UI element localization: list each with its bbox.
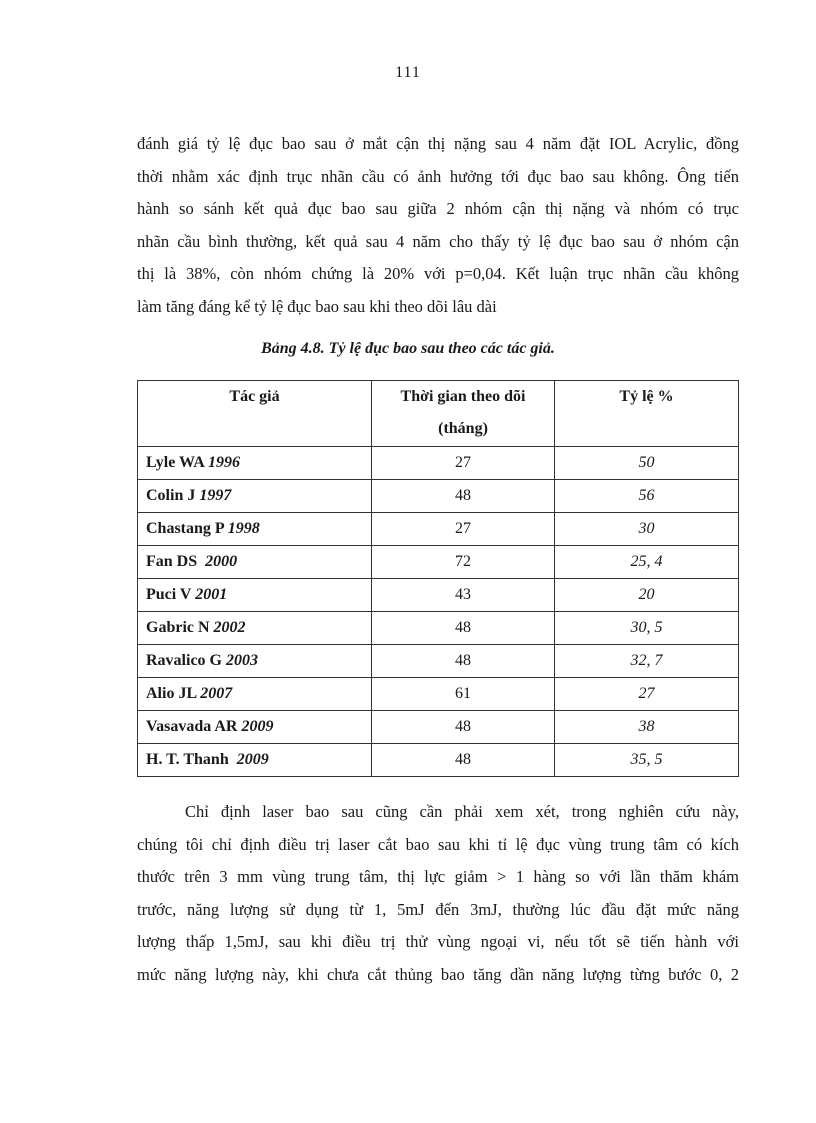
cell-months: 27	[372, 513, 555, 546]
cell-rate: 38	[555, 711, 739, 744]
table-row	[138, 480, 739, 513]
header-follow-up-line2: (tháng)	[438, 420, 488, 437]
cell-author	[138, 513, 372, 546]
cell-rate: 30, 5	[555, 612, 739, 645]
author-name: Puci V	[146, 586, 196, 603]
author-year: 2000	[205, 553, 238, 570]
author-year: 2009	[236, 751, 269, 768]
cell-months: 48	[372, 711, 555, 744]
author-year: 1996	[207, 454, 240, 471]
author-name: Alio JL	[146, 685, 201, 702]
cell-months: 48	[372, 744, 555, 777]
author-year: 1997	[199, 487, 232, 504]
header-follow-up-time	[372, 381, 555, 447]
author-year: 2003	[226, 652, 258, 669]
author-name: Gabric N	[146, 619, 214, 636]
paragraph-intro	[137, 128, 739, 323]
page-number: 111	[395, 64, 421, 81]
cell-author	[138, 480, 372, 513]
text-line: mức năng lượng này, khi chưa cắt thủng bao tăng dần năng lượng từng bước 0, 2	[137, 964, 739, 984]
text-line: trước, năng lượng sử dụng từ 1, 5mJ đến 3mJ, thường lúc đầu đặt mức năng	[137, 899, 739, 919]
table-row	[138, 645, 739, 678]
text-line: thị là 38%, còn nhóm chứng là 20% với p=0,04. Kết luận trục nhãn cầu không	[137, 264, 739, 283]
author-year: 2002	[213, 619, 246, 636]
text-line: hành so sánh kết quả đục bao sau giữa 2 nhóm cận thị nặng và nhóm có trục	[137, 199, 739, 218]
text-line: đánh giá tỷ lệ đục bao sau ở mắt cận thị nặng sau 4 năm đặt IOL Acrylic, đồng	[137, 134, 739, 153]
cell-rate: 27	[555, 678, 739, 711]
text-line: lượng thấp 1,5mJ, sau khi điều trị thử vùng ngoại vi, nếu tốt sẽ tiến hành với	[137, 932, 739, 951]
author-year: 2009	[241, 718, 274, 735]
cell-rate: 30	[555, 513, 739, 546]
cell-author	[138, 678, 372, 711]
cell-author	[138, 447, 372, 480]
cell-rate: 50	[555, 447, 739, 480]
table-caption: Bảng 4.8. Tỷ lệ đục bao sau theo các tác giả.	[261, 340, 555, 357]
cell-rate: 35, 5	[555, 744, 739, 777]
table-row	[138, 579, 739, 612]
cell-rate: 25, 4	[555, 546, 739, 579]
text-line: thước trên 3 mm vùng trung tâm, thị lực giảm > 1 hàng so với lần thăm khám	[137, 867, 739, 886]
author-year: 2007	[200, 685, 233, 702]
author-name: Ravalico G	[146, 652, 226, 669]
paragraph-laser-indication	[137, 796, 739, 991]
author-name: Fan DS	[146, 553, 206, 570]
cell-months: 48	[372, 645, 555, 678]
cell-months: 43	[372, 579, 555, 612]
cell-author	[138, 612, 372, 645]
header-follow-up-line1: Thời gian theo dõi	[400, 388, 526, 405]
author-name: Vasavada AR	[146, 718, 242, 735]
author-name: Colin J	[146, 487, 200, 504]
author-name: H. T. Thanh	[146, 751, 237, 768]
cell-months: 27	[372, 447, 555, 480]
text-line: chúng tôi chỉ định điều trị laser cắt bao sau khi tỉ lệ đục vùng trung tâm có kích	[137, 834, 739, 854]
cell-author	[138, 711, 372, 744]
cell-rate: 56	[555, 480, 739, 513]
cell-months: 48	[372, 612, 555, 645]
table-header-row	[138, 381, 739, 447]
text-line: Chỉ định laser bao sau cũng cần phải xem xét, trong nghiên cứu này,	[185, 802, 739, 821]
cell-months: 48	[372, 480, 555, 513]
table-row	[138, 546, 739, 579]
cell-author	[138, 579, 372, 612]
cell-rate: 20	[555, 579, 739, 612]
cell-months: 72	[372, 546, 555, 579]
author-name: Lyle WA	[146, 454, 208, 471]
header-rate: Tỷ lệ %	[555, 381, 739, 447]
text-line: thời nhằm xác định trục nhãn cầu có ảnh hưởng tới đục bao sau không. Ông tiến	[137, 166, 739, 186]
author-name: Chastang P	[146, 520, 228, 537]
table-row	[138, 744, 739, 777]
table-row	[138, 513, 739, 546]
author-year: 1998	[227, 520, 260, 537]
cell-author	[138, 645, 372, 678]
text-line: làm tăng đáng kể tỷ lệ đục bao sau khi theo dõi lâu dài	[137, 296, 497, 316]
table-row	[138, 612, 739, 645]
table-row	[138, 678, 739, 711]
header-author: Tác giả	[138, 381, 372, 447]
author-year: 2001	[195, 586, 228, 603]
cell-months: 61	[372, 678, 555, 711]
text-line: nhãn cầu bình thường, kết quả sau 4 năm cho thấy tỷ lệ đục bao sau ở nhóm cận	[137, 231, 739, 251]
cell-rate: 32, 7	[555, 645, 739, 678]
table-row	[138, 447, 739, 480]
cell-author	[138, 546, 372, 579]
table-row	[138, 711, 739, 744]
data-table	[137, 380, 739, 777]
cell-author	[138, 744, 372, 777]
